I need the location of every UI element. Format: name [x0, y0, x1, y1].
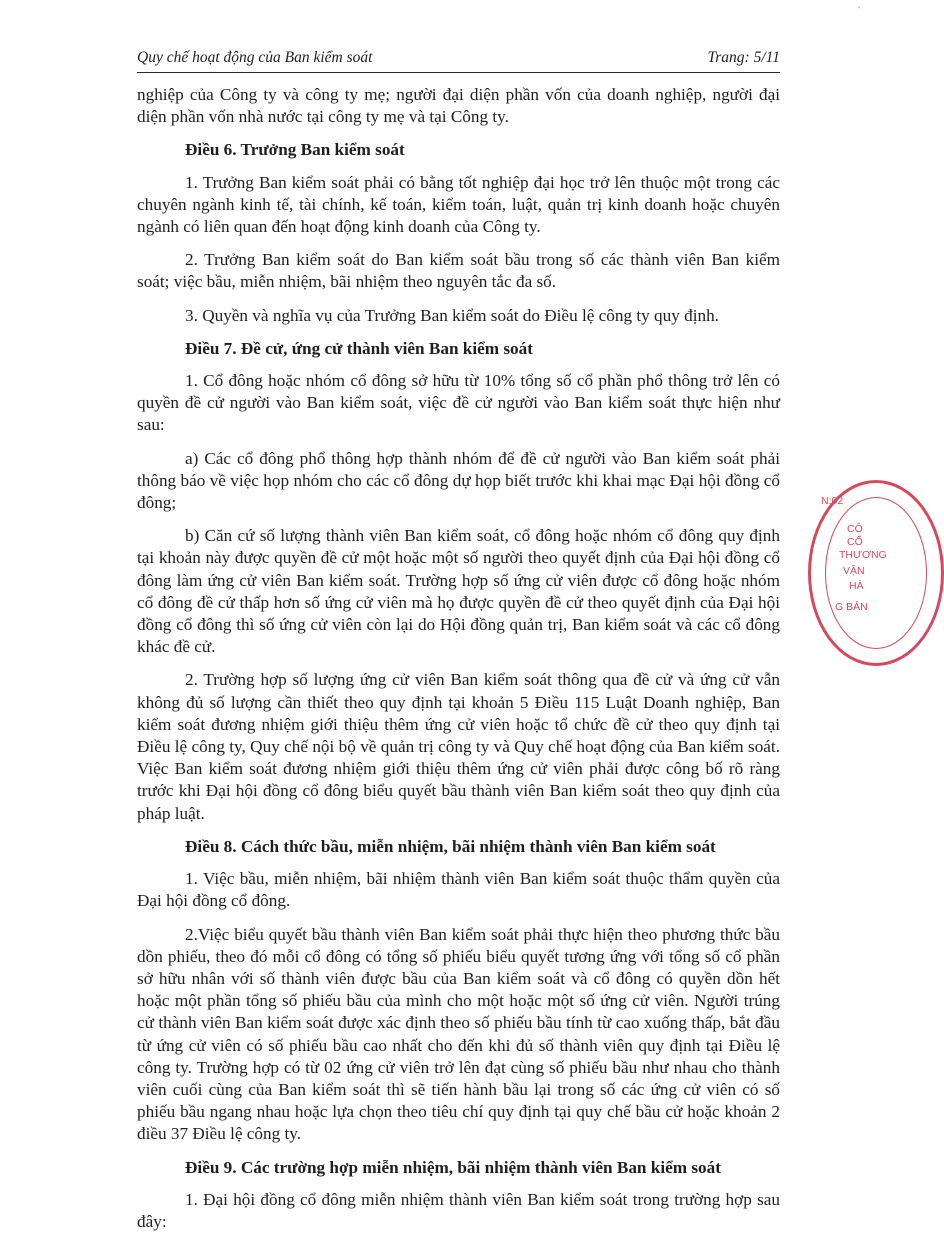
document-body — [137, 84, 780, 1244]
company-seal — [808, 480, 944, 666]
seal-text: THƯƠNG — [839, 549, 887, 561]
seal-text: G BẢN — [835, 601, 868, 613]
paragraph: 1. Cổ đông hoặc nhóm cổ đông sở hữu từ 10% tổng số cổ phần phổ thông trở lên có quyền đề cử người vào Ban kiểm soát, việc đề cử người vào Ban kiểm soát thực hiện như sau: — [137, 371, 780, 435]
document-title: Quy chế hoạt động của Ban kiểm soát — [137, 49, 373, 66]
paragraph-continuation: nghiệp của Công ty và công ty mẹ; người đại diện phần vốn của doanh nghiệp, người đại diện phần vốn nhà nước tại công ty mẹ và tại Công ty. — [137, 85, 780, 127]
paragraph: 2. Trưởng Ban kiểm soát do Ban kiểm soát bầu trong số các thành viên Ban kiểm soát; việc bầu, miễn nhiệm, bãi nhiệm theo nguyên tắc đa số. — [137, 250, 780, 292]
paragraph: 2.Việc biểu quyết bầu thành viên Ban kiểm soát phải thực hiện theo phương thức bầu dồn phiếu, theo đó mỗi cổ đông có tổng số phiếu biểu quyết tương ứng với tổng số cổ phần sở hữu nhân với số thành viên được bầu của Ban kiểm soát và cổ đông có quyền dồn hết hoặc một phần tổng số phiếu bầu của mình cho một hoặc một số ứng cử viên. Người trúng cử thành viên Ban kiểm soát được xác định theo số phiếu bầu tính từ cao xuống thấp, bắt đầu từ ứng cử viên có số phiếu bầu cao nhất cho đến khi đủ số thành viên quy định tại Điều lệ công ty. Trường hợp có từ 02 ứng cử viên trở lên đạt cùng số phiếu bầu như nhau cho thành viên cuối cùng của Ban kiểm soát thì sẽ tiến hành bầu lại trong số các ứng cử viên có số phiếu bầu ngang nhau hoặc lựa chọn theo tiêu chí quy định tại quy chế bầu cử hoặc khoản 2 điều 37 Điều lệ công ty. — [137, 924, 780, 1144]
seal-text: VẬN — [843, 565, 865, 577]
paragraph: 2. Trường hợp số lượng ứng cử viên Ban kiểm soát thông qua đề cử và ứng cử vẫn không đủ số lượng cần thiết theo quy định tại khoản 5 Điều 115 Luật Doanh nghiệp, Ban kiểm soát đương nhiệm giới thiệu thêm ứng cử viên hoặc tổ chức đề cử theo quy định tại Điều lệ công ty, Quy chế nội bộ về quản trị công ty và Quy chế hoạt động của Ban kiểm soát. Việc Ban kiểm soát đương nhiệm giới thiệu thêm ứng cử viên phải được công bố rõ ràng trước khi Đại hội đồng cổ đông biểu quyết bầu thành viên Ban kiểm soát theo quy định của pháp luật. — [137, 670, 780, 823]
paragraph: 3. Quyền và nghĩa vụ của Trưởng Ban kiểm soát do Điều lệ công ty quy định. — [185, 305, 719, 325]
page-header — [137, 49, 780, 73]
page-number: Trang: 5/11 — [707, 49, 780, 66]
seal-text: HÀ — [849, 580, 864, 592]
paragraph: 1. Trưởng Ban kiểm soát phải có bằng tốt nghiệp đại học trở lên thuộc một trong các chuyên ngành kinh tế, tài chính, kế toán, kiểm toán, luật, quản trị kinh doanh hoặc chuyên ngành có liên quan đến hoạt động kinh doanh của Công ty. — [137, 172, 780, 237]
article-heading: Điều 6. Trưởng Ban kiểm soát — [185, 140, 405, 160]
paragraph: a) Các cổ đông phổ thông hợp thành nhóm để đề cử người vào Ban kiểm soát phải thông báo về việc họp nhóm cho các cổ đông dự họp biết trước khi khai mạc Đại hội đồng cổ đông; — [137, 448, 780, 513]
article-heading: Điều 8. Cách thức bầu, miễn nhiệm, bãi nhiệm thành viên Ban kiểm soát — [185, 836, 716, 856]
paragraph: 1. Đại hội đồng cổ đông miễn nhiệm thành viên Ban kiểm soát trong trường hợp sau đây: — [137, 1189, 780, 1231]
corner-mark: ` — [857, 4, 861, 18]
paragraph: 1. Việc bầu, miễn nhiệm, bãi nhiệm thành viên Ban kiểm soát thuộc thẩm quyền của Đại hội đồng cổ đông. — [137, 869, 780, 911]
seal-text: CÔ — [847, 523, 863, 535]
paragraph: b) Căn cứ số lượng thành viên Ban kiểm soát, cổ đông hoặc nhóm cổ đông quy định tại khoản này được quyền đề cử một hoặc một số người theo quyết định của Đại hội đồng cổ đông làm ứng cử viên Ban kiểm soát. Trường hợp số ứng cử viên được cổ đông hoặc nhóm cổ đông đề cử thấp hơn số ứng cử viên mà họ được quyền đề cử theo quyết định của Đại hội đồng cổ đông thì số ứng cử viên còn lại do Hội đồng quản trị, Ban kiểm soát và các cổ đông khác đề cử. — [137, 526, 780, 657]
article-heading: Điều 7. Đề cử, ứng cử thành viên Ban kiểm soát — [185, 338, 533, 358]
seal-inner-ring — [825, 497, 927, 649]
article-heading: Điều 9. Các trường hợp miễn nhiệm, bãi nhiệm thành viên Ban kiểm soát — [185, 1157, 721, 1177]
seal-text: N:02 — [821, 495, 844, 507]
seal-text: CỔ — [847, 536, 863, 548]
